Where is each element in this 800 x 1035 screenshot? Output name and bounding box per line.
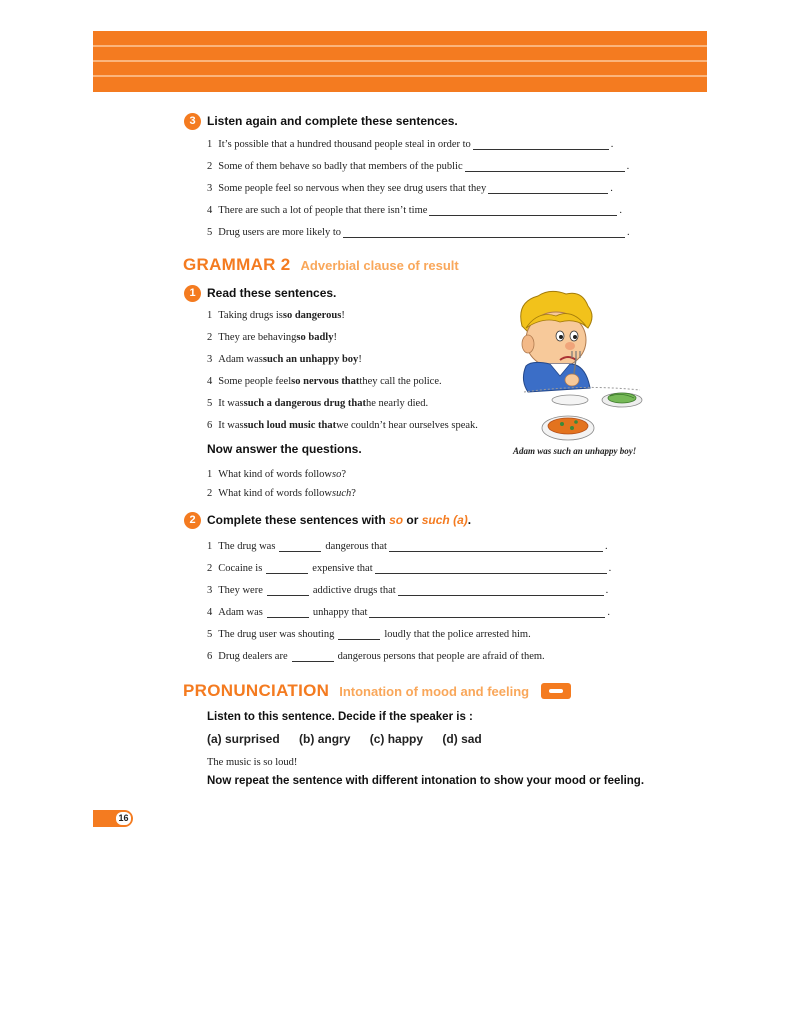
list-item: 4 Adam was unhappy that . — [207, 607, 611, 618]
answer-instruction: Now answer the questions. — [207, 442, 362, 456]
answer-blank[interactable] — [266, 563, 308, 574]
list-item: 6 It was such loud music that we couldn’t hear ourselves speak. — [207, 420, 478, 431]
section-subtitle: Adverbial clause of result — [300, 258, 459, 273]
answer-blank[interactable] — [429, 205, 617, 216]
exercise-instruction: Listen again and complete these sentences. — [207, 114, 458, 128]
list-item: 1 What kind of words follow so ? — [207, 469, 346, 480]
section-subtitle: Intonation of mood and feeling — [339, 683, 530, 699]
section-title: PRONUNCIATION — [183, 681, 330, 700]
exercise-number-badge: 3 — [184, 113, 201, 130]
example-sentence: The music is so loud! — [207, 757, 298, 768]
unhappy-boy-illustration — [510, 288, 645, 446]
repeat-instruction: Now repeat the sentence with different intonation to show your mood or feeling. — [207, 775, 645, 787]
answer-blank[interactable] — [292, 651, 334, 662]
list-item: 5 Drug users are more likely to . — [207, 227, 630, 238]
answer-blank[interactable] — [488, 183, 608, 194]
answer-blank[interactable] — [398, 585, 604, 596]
list-item: 2 Some of them behave so badly that members of the public . — [207, 161, 630, 172]
exercise-number-badge: 2 — [184, 512, 201, 529]
pronunciation-instruction: Listen to this sentence. Decide if the speaker is : — [207, 711, 473, 723]
exercise-number-badge: 1 — [184, 285, 201, 302]
list-item: 3 They were addictive drugs that . — [207, 585, 609, 596]
option-list — [207, 732, 482, 746]
list-item: 3 Adam was such an unhappy boy ! — [207, 354, 362, 365]
option-happy[interactable]: (c) happy — [369, 732, 424, 746]
answer-blank[interactable] — [389, 541, 603, 552]
answer-blank[interactable] — [473, 139, 609, 150]
audio-icon[interactable] — [541, 683, 571, 699]
page-number: 16 — [116, 812, 131, 825]
list-item: 1 It’s possible that a hundred thousand people steal in order to . — [207, 139, 614, 150]
answer-blank[interactable] — [369, 607, 605, 618]
section-title: GRAMMAR 2 — [183, 255, 291, 274]
list-item: 3 Some people feel so nervous when they see drug users that they . — [207, 183, 613, 194]
header-band — [93, 31, 707, 92]
answer-blank[interactable] — [465, 161, 625, 172]
answer-blank[interactable] — [267, 607, 309, 618]
answer-blank[interactable] — [338, 629, 380, 640]
answer-blank[interactable] — [279, 541, 321, 552]
list-item: 2 Cocaine is expensive that . — [207, 563, 612, 574]
list-item: 2 They are behaving so badly ! — [207, 332, 337, 343]
list-item: 6 Drug dealers are dangerous persons that people are afraid of them. — [207, 651, 545, 662]
list-item: 1 The drug was dangerous that . — [207, 541, 608, 552]
answer-blank[interactable] — [343, 227, 625, 238]
list-item: 4 There are such a lot of people that there isn’t time . — [207, 205, 623, 216]
option-angry[interactable]: (b) angry — [299, 732, 351, 746]
list-item: 5 It was such a dangerous drug that he nearly died. — [207, 398, 429, 409]
list-item: 2 What kind of words follow such ? — [207, 488, 356, 499]
option-surprised[interactable]: (a) surprised — [207, 732, 280, 746]
exercise-instruction: Read these sentences. — [207, 286, 337, 300]
exercise-instruction: Complete these sentences with so or such (a). — [207, 513, 472, 527]
list-item: 1 Taking drugs is so dangerous ! — [207, 310, 345, 321]
page-number-tab — [93, 810, 133, 827]
answer-blank[interactable] — [267, 585, 309, 596]
option-sad[interactable]: (d) sad — [442, 732, 482, 746]
list-item: 5 The drug user was shouting loudly that the police arrested him. — [207, 629, 531, 640]
section-heading — [183, 681, 571, 701]
list-item: 4 Some people feel so nervous that they call the police. — [207, 376, 442, 387]
illustration-caption: Adam was such an unhappy boy! — [513, 446, 637, 456]
answer-blank[interactable] — [375, 563, 607, 574]
section-heading — [183, 255, 459, 275]
